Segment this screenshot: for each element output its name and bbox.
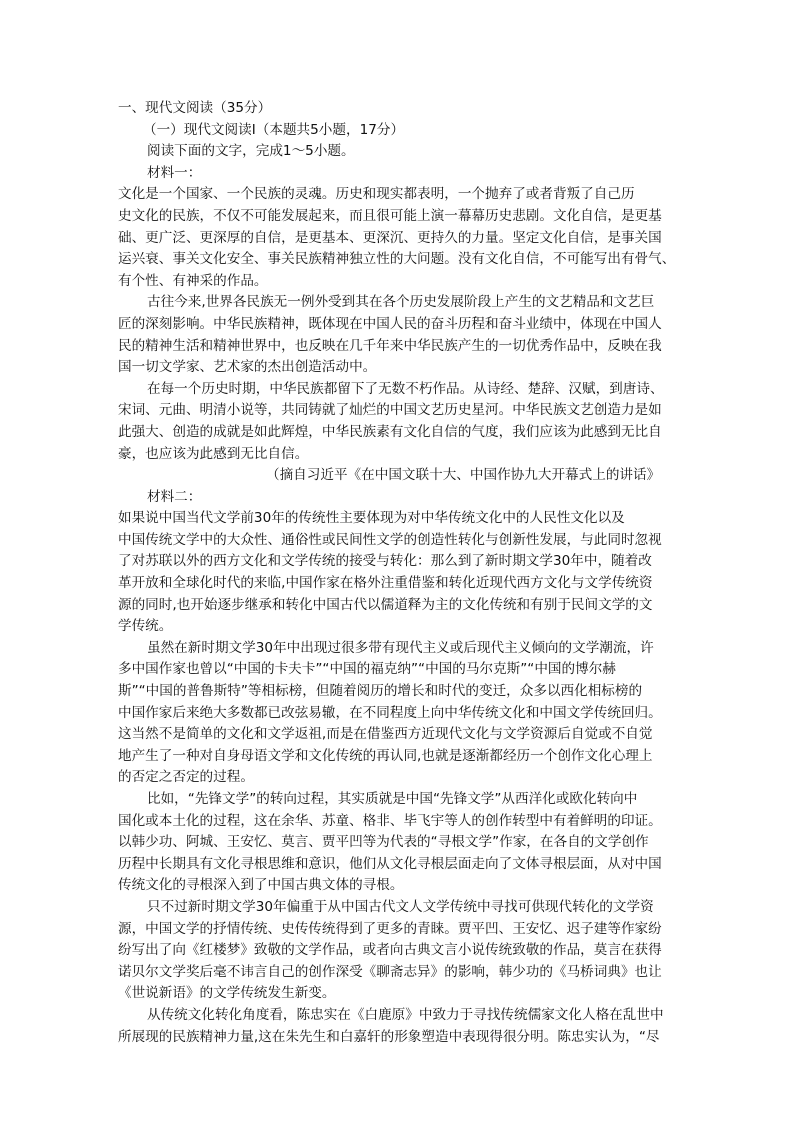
material-2-line: 国化或本土化的过程，这在余华、苏童、格非、毕飞宇等人的创作转型中有着鲜明的印证。 bbox=[118, 812, 662, 829]
material-2-line: 学传统。 bbox=[118, 618, 173, 635]
material-1-line: 文化是一个国家、一个民族的灵魂。历史和现实都表明，一个抛弃了或者背叛了自己历 bbox=[118, 186, 635, 203]
section-heading: 一、现代文阅读（35分） bbox=[118, 100, 272, 116]
material-2-line: 《世说新语》的文学传统发生新变。 bbox=[118, 985, 336, 1002]
material-2-label: 材料二： bbox=[147, 488, 202, 505]
material-1-line: 此强大、创造的成就是如此辉煌，中华民族素有文化自信的气度，我们应该为此感到无比自 bbox=[118, 423, 662, 440]
material-1-line: 史文化的民族，不仅不可能发展起来，而且很可能上演一幕幕历史悲剧。文化自信，是更基 bbox=[118, 207, 662, 224]
material-2-line: 的否定之否定的过程。 bbox=[118, 769, 254, 786]
material-2-line: 源的同时,也开始逐步继承和转化中国古代以儒道释为主的文化传统和有别于民间文学的文 bbox=[118, 596, 653, 613]
material-2-line: 诺贝尔文学奖后毫不讳言自己的创作深受《聊斋志异》的影响，韩少功的《马桥词典》也让 bbox=[118, 963, 662, 980]
material-2-line: 比如，“先锋文学”的转向过程，其实质就是中国“先锋文学”从西洋化或欧化转向中 bbox=[147, 791, 638, 807]
material-2-line: 如果说中国当代文学前30年的传统性主要体现为对中华传统文化中的人民性文化以及 bbox=[118, 510, 625, 527]
material-2-line: 传统文化的寻根深入到了中国古典文体的寻根。 bbox=[118, 877, 404, 894]
material-2-line: 历程中长期具有文化寻根思维和意识，他们从文化寻根层面走向了文体寻根层面，从对中国 bbox=[118, 855, 662, 872]
material-2-line: 斯”“中国的普鲁斯特”等相标榜，但随着阅历的增长和时代的变迁，众多以西化相标榜的 bbox=[118, 683, 643, 700]
material-2-line: 地产生了一种对自身母语文学和文化传统的再认同,也就是逐渐都经历一个创作文化心理上 bbox=[118, 747, 653, 764]
subsection-heading: （一）现代文阅读Ⅰ（本题共5小题，17分） bbox=[143, 121, 405, 138]
material-1-source: （摘自习近平《在中国文联十大、中国作协九大开幕式上的讲话》 bbox=[266, 467, 661, 484]
material-1-line: 础、更广泛、更深厚的自信，是更基本、更深沉、更持久的力量。坚定文化自信，是事关国 bbox=[118, 229, 662, 246]
material-2-line: 这当然不是简单的文化和文学返祖,而是在借鉴西方近现代文化与文学资源后自觉或不自觉 bbox=[118, 726, 653, 743]
material-2-line: 中国作家后来绝大多数都已改弦易辙，在不同程度上向中华传统文化和中国文学传统回归。 bbox=[118, 704, 662, 721]
material-1-line: 匠的深刻影响。中华民族精神，既体现在中国人民的奋斗历程和奋斗业绩中，体现在中国人 bbox=[118, 315, 662, 332]
material-1-label: 材料一： bbox=[147, 164, 202, 181]
reading-section bbox=[118, 98, 678, 1048]
material-2-line: 所展现的民族精神力量,这在朱先生和白嘉轩的形象塑造中表现得很分明。陈忠实认为，“尽 bbox=[118, 1028, 660, 1045]
material-1-line: 在每一个历史时期，中华民族都留下了无数不朽作品。从诗经、楚辞、汉赋，到唐诗、 bbox=[147, 380, 664, 397]
material-2-line: 纷写出了向《红楼梦》致敬的文学作品，或者向古典文言小说传统致敬的作品，莫言在获得 bbox=[118, 942, 662, 959]
material-2-line: 从传统文化转化角度看，陈忠实在《白鹿原》中致力于寻找传统儒家文化人格在乱世中 bbox=[147, 1006, 664, 1023]
material-1-line: 古往今来,世界各民族无一例外受到其在各个历史发展阶段上产生的文艺精品和文艺巨 bbox=[147, 294, 655, 311]
material-2-line: 革开放和全球化时代的来临,中国作家在格外注重借鉴和转化近现代西方文化与文学传统资 bbox=[118, 575, 653, 592]
material-2-line: 多中国作家也曾以“中国的卡夫卡”“中国的福克纳”“中国的马尔克斯”“中国的博尔赫 bbox=[118, 661, 616, 678]
material-1-line: 民的精神生活和精神世界中，也反映在几千年来中华民族产生的一切优秀作品中，反映在我 bbox=[118, 337, 662, 354]
material-1-line: 有个性、有神采的作品。 bbox=[118, 272, 268, 289]
material-2-line: 了对苏联以外的西方文化和文学传统的接受与转化：那么到了新时期文学30年中，随着改 bbox=[118, 553, 652, 570]
material-1-line: 豪，也应该为此感到无比自信。 bbox=[118, 445, 309, 462]
instruction-text: 阅读下面的文字，完成1～5小题。 bbox=[147, 143, 355, 160]
material-1-line: 运兴衰、事关文化安全、事关民族精神独立性的大问题。没有文化自信，不可能写出有骨气、 bbox=[118, 251, 676, 268]
material-1-line: 国一切文学家、艺术家的杰出创造活动中。 bbox=[118, 359, 377, 376]
material-2-line: 中国传统文学中的大众性、通俗性或民间性文学的创造性转化与创新性发展，与此同时忽视 bbox=[118, 531, 662, 548]
material-2-line: 虽然在新时期文学30年中出现过很多带有现代主义或后现代主义倾向的文学潮流，许 bbox=[147, 639, 654, 656]
material-2-line: 只不过新时期文学30年偏重于从中国古代文人文学传统中寻找可供现代转化的文学资 bbox=[147, 898, 654, 915]
material-1-line: 宋词、元曲、明清小说等，共同铸就了灿烂的中国文艺历史星河。中华民族文艺创造力是如 bbox=[118, 402, 662, 419]
material-2-line: 以韩少功、阿城、王安忆、莫言、贾平凹等为代表的“寻根文学”作家，在各自的文学创作 bbox=[118, 834, 649, 851]
material-2-line: 源，中国文学的抒情传统、史传传统得到了更多的青睐。贾平凹、王安忆、迟子建等作家纷 bbox=[118, 920, 662, 937]
